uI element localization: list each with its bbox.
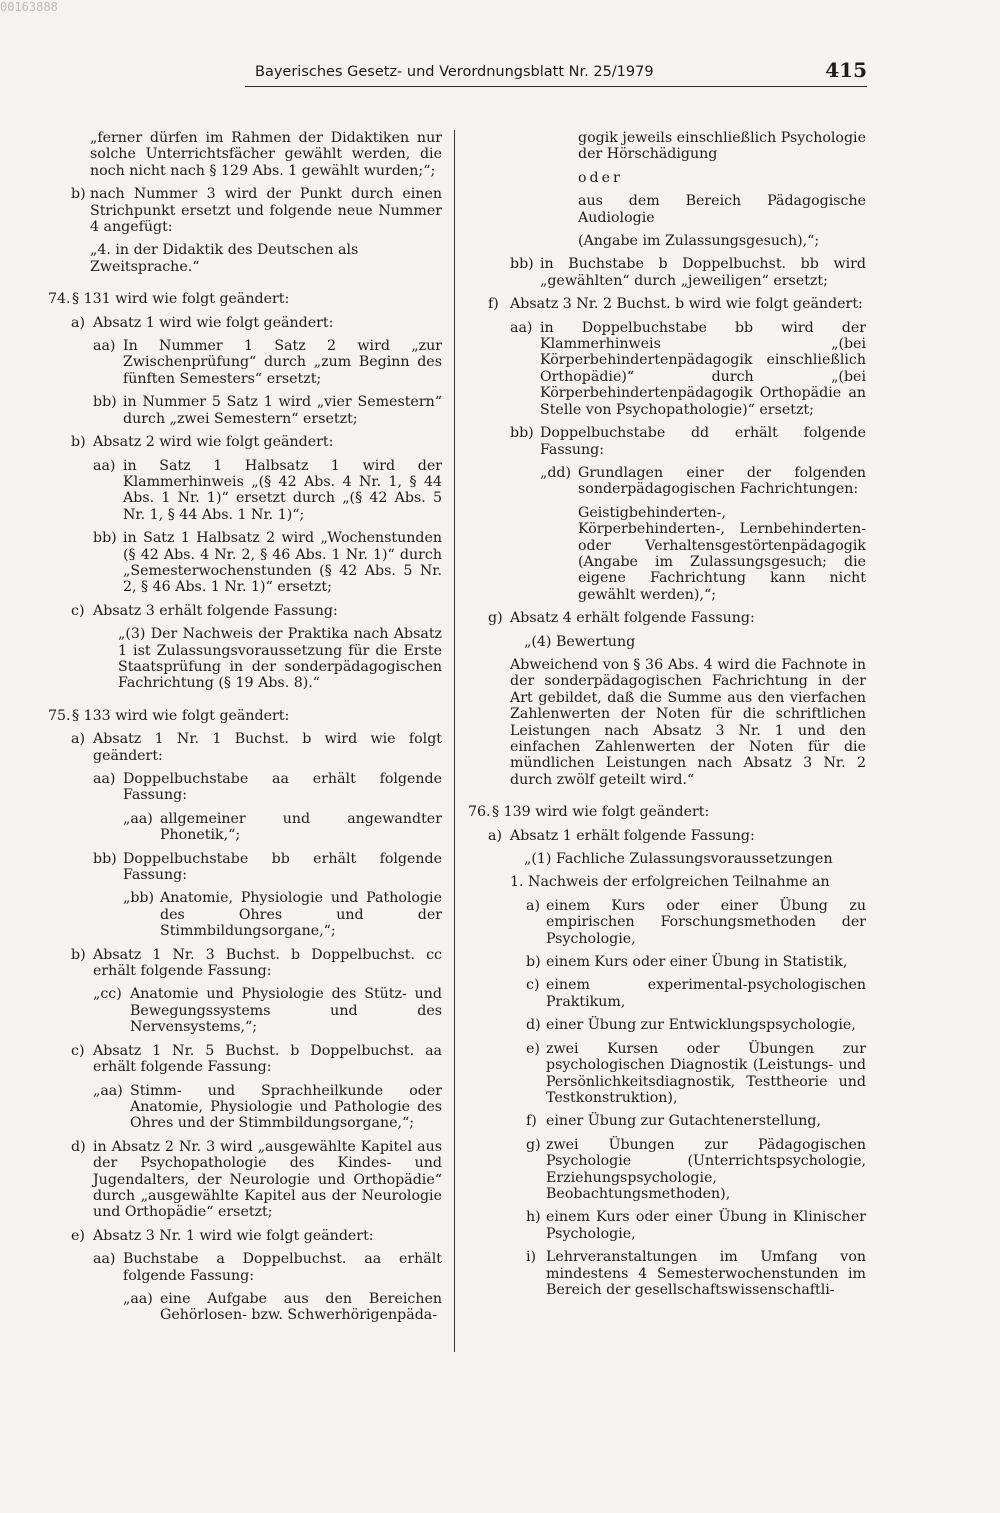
list-item	[48, 986, 442, 1035]
paragraph: „ferner dürfen im Rahmen der Didaktiken nur solche Unterrichtsfächer gewählt werden, die noch nicht nach § 129 Abs. 1 gewählt wurden;“;	[90, 130, 442, 179]
item-label: aa)	[93, 771, 116, 787]
item-text: Stimm- und Sprachheilkunde oder Anatomie, Physiologie und Pathologie des Ohres und der Stimmbildungsorgane,“;	[130, 1082, 442, 1132]
list-item	[48, 890, 442, 939]
list-item	[468, 610, 866, 626]
list-item	[48, 771, 442, 804]
item-text: in Doppelbuchstabe bb wird der Klammerhinweis „(bei Körperbehindertenpädagogik einschließlich Orthopädie)“ durch „(bei Körperbehindertenpädagogik Orthopädie an Stelle von Psychopathologie)“ ersetzt;	[540, 319, 866, 418]
item-text: Absatz 1 Nr. 1 Buchst. b wird wie folgt geändert:	[93, 731, 442, 764]
list-item	[468, 977, 866, 1010]
item-label: e)	[71, 1227, 85, 1244]
item-text: eine Aufgabe aus den Bereichen Gehörlosen- bzw. Schwerhörigenpäda-	[160, 1290, 442, 1324]
list-item	[48, 603, 442, 619]
item-label: e)	[526, 1040, 540, 1057]
left-column	[48, 130, 442, 1324]
section-item-76	[468, 804, 866, 820]
list-item	[48, 1291, 442, 1324]
item-label: a)	[488, 827, 502, 844]
item-label: b)	[71, 186, 86, 203]
list-item	[48, 394, 442, 427]
item-text: Doppelbuchstabe aa erhält folgende Fassung:	[123, 771, 442, 804]
column-divider	[454, 130, 455, 1352]
item-label: b)	[526, 954, 541, 971]
item-label: b)	[71, 946, 86, 963]
item-label: „bb)	[123, 890, 155, 907]
item-label: 76.	[468, 804, 491, 821]
list-item	[48, 811, 442, 844]
item-text: einer Übung zur Entwicklungspsychologie,	[546, 1017, 856, 1034]
list-item	[48, 731, 442, 764]
list-item	[48, 530, 442, 596]
item-label: i)	[526, 1249, 537, 1266]
item-label: f)	[526, 1113, 537, 1130]
list-item	[468, 1249, 866, 1298]
item-text: allgemeiner und angewandter Phonetik,“;	[160, 810, 442, 844]
paragraph: aus dem Bereich Pädagogische Audiologie	[578, 193, 866, 226]
list-item	[48, 315, 442, 331]
item-text: Absatz 1 Nr. 3 Buchst. b Doppelbuchst. cc erhält folgende Fassung:	[93, 946, 442, 980]
item-label: bb)	[93, 850, 117, 867]
item-label: g)	[488, 610, 503, 627]
item-text: in Nummer 5 Satz 1 wird „vier Semestern“ durch „zwei Semestern“ ersetzt;	[123, 394, 442, 427]
item-label: „cc)	[93, 986, 122, 1003]
item-text: in Buchstabe b Doppelbuchst. bb wird „gewählten“ durch „jeweiligen“ ersetzt;	[540, 256, 866, 289]
item-text: Absatz 1 Nr. 5 Buchst. b Doppelbuchst. aa erhält folgende Fassung:	[93, 1042, 442, 1076]
list-item	[48, 851, 442, 884]
item-label: „aa)	[123, 810, 153, 827]
paragraph: gogik jeweils einschließlich Psychologie der Hörschädigung	[578, 130, 866, 163]
paragraph: Geistigbehinderten-, Körperbehinderten-, Lernbehinderten- oder Verhaltensgestörtenpädagogik (Angabe im Zulassungsgesuch; die eigene Fachrichtung kann nicht gewählt werden),“;	[578, 504, 866, 603]
item-label: aa)	[510, 319, 533, 336]
list-item	[48, 1139, 442, 1221]
section-item-74	[48, 291, 442, 307]
list-item	[48, 338, 442, 387]
item-text: Doppelbuchstabe dd erhält folgende Fassung:	[540, 425, 866, 458]
quote: „(3) Der Nachweis der Praktika nach Absatz 1 ist Zulassungsvoraussetzung für die Erste Staatsprüfung in der sonderpädagogischen Fachrichtung (§ 19 Abs. 8).“	[118, 626, 442, 692]
item-text: zwei Kursen oder Übungen zur psychologischen Diagnostik (Leistungs- und Persönlichkeitsdiagnostik, Testtheorie und Testkonstruktion),	[546, 1040, 866, 1106]
item-text: § 133 wird wie folgt geändert:	[72, 707, 290, 724]
page-number: 415	[825, 58, 867, 82]
item-text: Grundlagen einer der folgenden sonderpädagogischen Fachrichtungen:	[578, 464, 866, 498]
page-header	[245, 58, 867, 87]
item-label: g)	[526, 1136, 541, 1153]
quote: „4. in der Didaktik des Deutschen als Zweitsprache.“	[90, 242, 359, 275]
item-label: aa)	[93, 1251, 116, 1268]
item-text: in Absatz 2 Nr. 3 wird „ausgewählte Kapitel aus der Psychopathologie des Kindes- und Jugendalters, der Neurologie und Orthopädie“ durch „ausgewählte Kapitel aus der Neurologie und Orthopädie“ ersetzt;	[93, 1138, 442, 1221]
item-label: h)	[526, 1209, 541, 1226]
item-text: in Satz 1 Halbsatz 2 wird „Wochenstunden (§ 42 Abs. 4 Nr. 2, § 46 Abs. 1 Nr. 1)“ durch „Semesterwochenstunden (§ 42 Abs. 5 Nr. 2, § 46 Abs. 1 Nr. 1)“ ersetzt;	[123, 530, 442, 596]
item-text: § 131 wird wie folgt geändert:	[72, 291, 290, 308]
item-text: einer Übung zur Gutachtenerstellung,	[546, 1113, 822, 1130]
list-item	[468, 1113, 866, 1129]
item-text: nach Nummer 3 wird der Punkt durch einen Strichpunkt ersetzt und folgende neue Nummer 4 angefügt:	[90, 186, 442, 236]
item-text: § 139 wird wie folgt geändert:	[492, 804, 710, 821]
corner-mark: 00163888	[0, 0, 58, 14]
list-item	[468, 898, 866, 947]
paragraph: Abweichend von § 36 Abs. 4 wird die Fachnote in der sonderpädagogischen Fachrichtung in der Art gebildet, daß die Summe aus den vierfachen Zahlenwerten der Noten für die schriftlichen Leistungen nach Absatz 3 Nr. 1 und den einfachen Zahlenwerten der Noten für die mündlichen Leistungen nach Absatz 3 Nr. 2 durch zwölf geteilt wird.“	[510, 656, 866, 788]
list-item	[48, 1228, 442, 1244]
item-text: einem Kurs oder einer Übung in Statistik,	[546, 954, 848, 971]
item-label: c)	[71, 1042, 85, 1059]
paragraph: „(4) Bewertung	[524, 633, 636, 650]
list-item	[468, 256, 866, 289]
list-item	[468, 1209, 866, 1242]
list-item	[468, 954, 866, 970]
item-label: aa)	[93, 457, 116, 474]
list-item	[468, 465, 866, 498]
item-label: bb)	[93, 530, 117, 547]
paragraph: „(1) Fachliche Zulassungsvoraussetzungen	[524, 851, 833, 868]
item-label: bb)	[510, 256, 534, 273]
item-text: einem Kurs oder einer Übung in Klinischer Psychologie,	[546, 1209, 866, 1242]
list-item	[468, 1017, 866, 1033]
item-text: In Nummer 1 Satz 2 wird „zur Zwischenprüfung“ durch „zum Beginn des fünften Semesters“ ersetzt;	[123, 338, 442, 387]
item-text: Absatz 2 wird wie folgt geändert:	[93, 434, 334, 451]
item-label: „aa)	[93, 1082, 123, 1099]
list-item	[468, 828, 866, 844]
item-label: f)	[488, 296, 499, 313]
list-item	[48, 434, 442, 450]
item-text: einem experimental-psychologischen Praktikum,	[546, 977, 866, 1010]
list-item	[48, 1251, 442, 1284]
item-text: zwei Übungen zur Pädagogischen Psychologie (Unterrichtspsychologie, Erziehungspsychologie, Beobachtungsmethoden),	[546, 1136, 866, 1202]
item-text: Doppelbuchstabe bb erhält folgende Fassung:	[123, 850, 442, 884]
item-text: Lehrveranstaltungen im Umfang von mindestens 4 Semesterwochenstunden im Bereich der gesellschaftswissenschaftli-	[546, 1249, 866, 1298]
item-text: Anatomie, Physiologie und Pathologie des Ohres und der Stimmbildungsorgane,“;	[160, 890, 442, 940]
item-text: Absatz 1 wird wie folgt geändert:	[93, 314, 334, 331]
item-label: „aa)	[123, 1290, 153, 1307]
item-label: c)	[526, 977, 540, 994]
item-label: d)	[71, 1138, 86, 1155]
item-label: aa)	[93, 338, 116, 355]
paragraph: 1. Nachweis der erfolgreichen Teilnahme an	[510, 874, 830, 891]
item-text: Absatz 3 erhält folgende Fassung:	[93, 602, 338, 619]
list-item	[468, 320, 866, 418]
list-item	[48, 458, 442, 524]
item-text: in Satz 1 Halbsatz 1 wird der Klammerhinweis „(§ 42 Abs. 4 Nr. 1, § 44 Abs. 1 Nr. 1)“ ersetzt durch „(§ 42 Abs. 5 Nr. 1, § 44 Abs. 1 Nr. 1)“;	[123, 457, 442, 523]
item-text: Absatz 1 erhält folgende Fassung:	[510, 827, 755, 844]
list-item	[468, 296, 866, 312]
list-item	[48, 186, 442, 235]
item-label: a)	[71, 314, 85, 331]
paragraph: (Angabe im Zulassungsgesuch),“;	[578, 233, 820, 250]
item-label: bb)	[93, 394, 117, 411]
item-label: 75.	[48, 707, 71, 724]
item-text: Anatomie und Physiologie des Stütz- und Bewegungssystems und des Nervensystems,“;	[130, 986, 442, 1036]
list-item	[468, 1137, 866, 1203]
item-label: „dd)	[540, 464, 572, 481]
item-label: bb)	[510, 425, 534, 442]
item-text: einem Kurs oder einer Übung zu empirischen Forschungsmethoden der Psychologie,	[546, 897, 866, 947]
item-text: Absatz 3 Nr. 2 Buchst. b wird wie folgt geändert:	[510, 296, 863, 313]
item-label: a)	[71, 731, 85, 748]
list-item	[468, 1041, 866, 1107]
right-column	[468, 130, 866, 1298]
item-text: Buchstabe a Doppelbuchst. aa erhält folgende Fassung:	[123, 1251, 442, 1284]
journal-title: Bayerisches Gesetz- und Verordnungsblatt Nr. 25/1979	[255, 64, 654, 80]
item-text: Absatz 4 erhält folgende Fassung:	[510, 610, 755, 627]
item-text: Absatz 3 Nr. 1 wird wie folgt geändert:	[93, 1227, 374, 1244]
item-label: 74.	[48, 291, 71, 308]
item-label: a)	[526, 897, 540, 914]
list-item	[468, 425, 866, 458]
section-item-75	[48, 708, 442, 724]
list-item	[48, 1043, 442, 1076]
list-item	[48, 947, 442, 980]
item-label: b)	[71, 434, 86, 451]
item-label: c)	[71, 602, 85, 619]
item-label: d)	[526, 1017, 541, 1034]
paragraph: oder	[578, 169, 623, 186]
list-item	[48, 1083, 442, 1132]
